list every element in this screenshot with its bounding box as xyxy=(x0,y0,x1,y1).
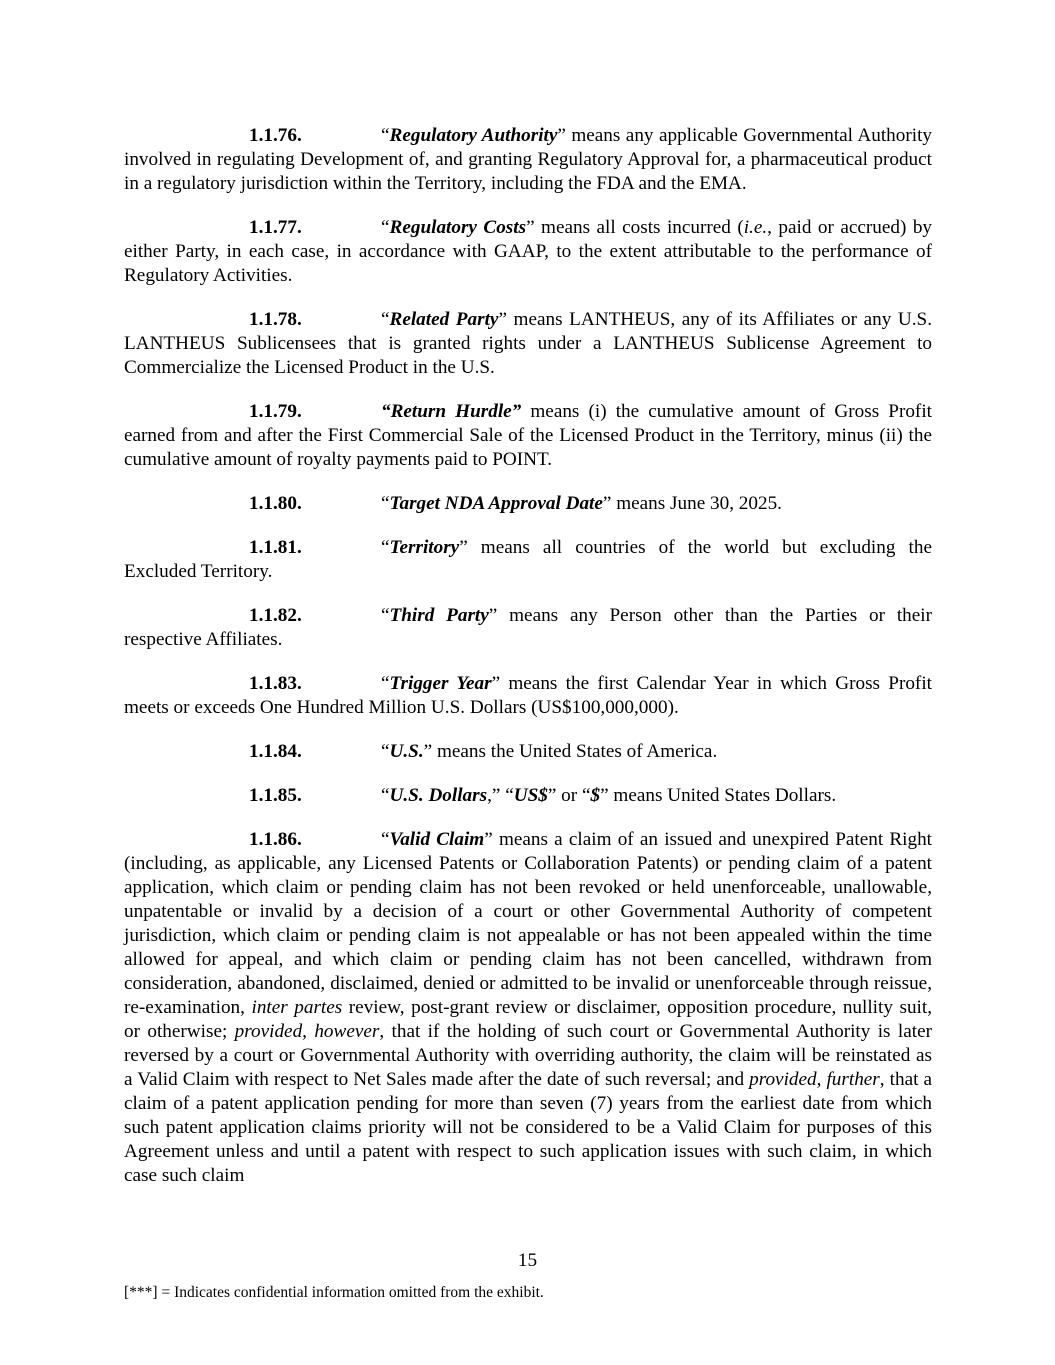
section-number: 1.1.81. xyxy=(249,537,302,558)
definition-paragraph xyxy=(124,400,932,472)
definition-text: ” means the United States of America. xyxy=(423,741,718,762)
section-number: 1.1.79. xyxy=(249,401,302,422)
definition-text: “ xyxy=(381,125,390,146)
definition-text: , paid or accrued) by either Party, in each case, in accordance with GAAP, to the extent attributable to the performance of Regulatory Activities. xyxy=(124,217,933,286)
definition-text: ” means United States Dollars. xyxy=(600,785,837,806)
definition-text: ” means June 30, 2025. xyxy=(602,493,782,514)
section-number: 1.1.78. xyxy=(249,309,302,330)
section-number: 1.1.86. xyxy=(249,829,302,850)
definition-paragraph xyxy=(124,740,932,764)
defined-term: Regulatory Authority xyxy=(389,125,558,146)
definition-text: ” or “ xyxy=(547,785,591,806)
italic-text: provided, however xyxy=(234,1021,380,1042)
definition-text: ” means all costs incurred ( xyxy=(526,217,744,238)
definition-paragraph xyxy=(124,672,932,720)
italic-text: i.e. xyxy=(743,217,768,238)
definition-text: “ xyxy=(381,673,390,694)
document-body xyxy=(124,124,932,1208)
definition-text: “ xyxy=(381,493,390,514)
defined-term: Target NDA Approval Date xyxy=(389,493,603,514)
definition-paragraph xyxy=(124,604,932,652)
italic-text: provided xyxy=(749,1069,817,1090)
definition-text: , that if the holding of such court or Governmental Authority is later reversed by a court or Governmental Authority with overriding authority, the claim will be reinstated as a Valid Claim with respect to Net Sales made after the date of such reversal; and xyxy=(124,1021,932,1090)
defined-term: Regulatory Costs xyxy=(389,217,527,238)
defined-term: Third Party xyxy=(389,605,489,626)
definition-text: , xyxy=(816,1069,827,1090)
definition-paragraph xyxy=(124,492,932,516)
definition-text: ” means any Person other than the Parties or their respective Affiliates. xyxy=(124,605,932,650)
defined-term: Trigger Year xyxy=(389,673,492,694)
defined-term: “Return Hurdle” xyxy=(381,401,522,422)
definition-text: ” means all countries of the world but excluding the Excluded Territory. xyxy=(124,537,932,582)
definition-paragraph xyxy=(124,784,932,808)
definition-text: , that a claim of a patent application pending for more than seven (7) years from the earliest date from which such patent application claims priority will not be considered to be a Valid Claim for purposes of this Agreement unless and until a patent with respect to such application issues with such claim, in which case such claim xyxy=(124,1069,932,1186)
footer-note: [***] = Indicates confidential information omitted from the exhibit. xyxy=(124,1284,544,1301)
section-number: 1.1.85. xyxy=(249,785,302,806)
defined-term: Related Party xyxy=(389,309,499,330)
italic-text: further xyxy=(826,1069,880,1090)
section-number: 1.1.77. xyxy=(249,217,302,238)
section-number: 1.1.76. xyxy=(249,125,302,146)
defined-term: U.S. xyxy=(389,741,424,762)
definition-paragraph xyxy=(124,536,932,584)
defined-term: Territory xyxy=(389,537,460,558)
definition-text: “ xyxy=(381,785,390,806)
definition-text: “ xyxy=(381,217,390,238)
defined-term: $ xyxy=(590,785,601,806)
definition-text: means (i) the cumulative amount of Gross Profit earned from and after the First Commercial Sale of the Licensed Product in the Territory, minus (ii) the cumulative amount of royalty payments paid to POINT. xyxy=(124,401,932,470)
definition-paragraph xyxy=(124,828,932,1188)
section-number: 1.1.84. xyxy=(249,741,302,762)
section-number: 1.1.80. xyxy=(249,493,302,514)
definition-text: review, post-grant review or disclaimer, opposition procedure, nullity suit, or otherwise; xyxy=(124,997,932,1042)
page-number: 15 xyxy=(517,1250,538,1271)
definition-text: “ xyxy=(381,605,390,626)
definition-text: “ xyxy=(381,741,390,762)
definition-paragraph xyxy=(124,124,932,196)
definition-text: “ xyxy=(381,309,390,330)
section-number: 1.1.83. xyxy=(249,673,302,694)
defined-term: U.S. Dollars xyxy=(389,785,488,806)
definition-text: ” means any applicable Governmental Authority involved in regulating Development of, and granting Regulatory Approval for, a pharmaceutical product in a regulatory jurisdiction within the Territory, including the FDA and the EMA. xyxy=(124,125,932,194)
definition-text: “ xyxy=(381,829,390,850)
defined-term: US$ xyxy=(513,785,548,806)
definition-text: ” means a claim of an issued and unexpired Patent Right (including, as applicable, any Licensed Patents or Collaboration Patents) or pending claim of a patent application, which claim or pending claim has not been revoked or held unenforceable, unallowable, unpatentable or invalid by a decision of a court or other Governmental Authority of competent jurisdiction, which claim or pending claim is not appealable or has not been appealed within the time allowed for appeal, and which claim or pending claim has not been cancelled, withdrawn from consideration, abandoned, disclaimed, denied or admitted to be invalid or unenforceable through reissue, re-examination, xyxy=(124,829,933,1018)
section-number: 1.1.82. xyxy=(249,605,302,626)
defined-term: Valid Claim xyxy=(389,829,485,850)
definition-paragraph xyxy=(124,308,932,380)
definition-text: ” means the first Calendar Year in which Gross Profit meets or exceeds One Hundred Million U.S. Dollars (US$100,000,000). xyxy=(124,673,932,718)
definition-text: “ xyxy=(381,537,390,558)
italic-text: inter partes xyxy=(251,997,343,1018)
definition-text: ,” “ xyxy=(487,785,514,806)
definition-paragraph xyxy=(124,216,932,288)
definition-text: ” means LANTHEUS, any of its Affiliates or any U.S. LANTHEUS Sublicensees that is granted rights under a LANTHEUS Sublicense Agreement to Commercialize the Licensed Product in the U.S. xyxy=(124,309,932,378)
